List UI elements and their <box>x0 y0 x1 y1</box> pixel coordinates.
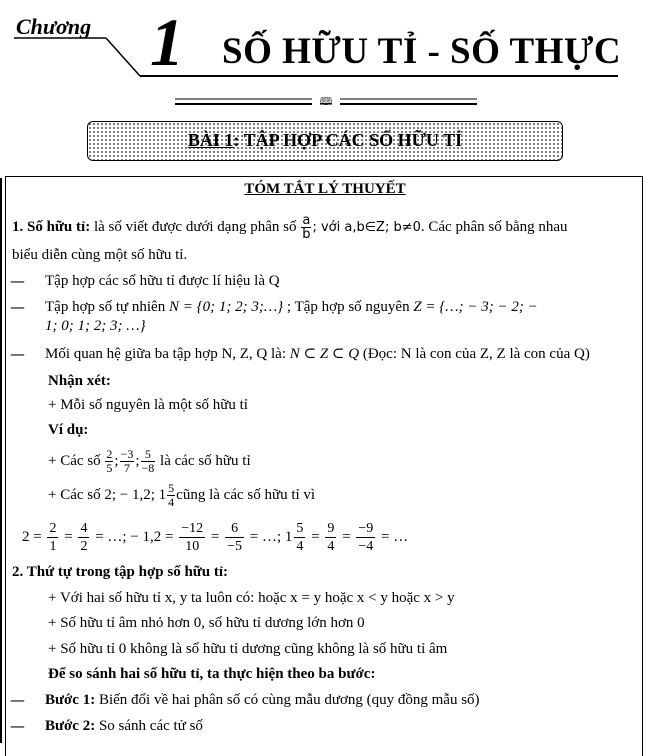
bullet-dash: — <box>10 345 25 363</box>
eq-sign: = <box>64 528 73 545</box>
bullet-dash: — <box>10 272 25 290</box>
fraction-den: 5 <box>106 461 113 475</box>
fraction <box>105 448 113 475</box>
step1-label: Bước 1: <box>45 692 96 708</box>
fraction <box>294 520 305 555</box>
set-z: Z = {…; − 3; − 2; − <box>413 299 538 315</box>
chapter-number: 1 <box>150 4 184 80</box>
eq-end: = … <box>381 528 409 545</box>
fraction-a-b <box>301 214 311 241</box>
section1-line2: biểu diễn cùng một số hữu tỉ. <box>12 247 188 263</box>
fraction-den: 7 <box>123 461 130 475</box>
fraction-num: −9 <box>358 521 374 536</box>
eq-sign: = <box>342 528 351 545</box>
example-line2 <box>48 482 315 509</box>
fraction-den: 2 <box>80 539 88 554</box>
fraction <box>179 520 205 555</box>
section2-line2: + Số hữu tỉ âm nhỏ hơn 0, số hữu tỉ dương lớn hơn 0 <box>48 615 365 631</box>
fraction-den: 4 <box>296 539 304 554</box>
bullet-dash: — <box>10 691 25 709</box>
fraction-num: 9 <box>327 521 335 536</box>
fraction-num: −12 <box>181 521 204 536</box>
fraction-num: 5 <box>168 481 175 495</box>
section2-line3: + Số hữu tỉ 0 không là số hữu tỉ dương cũng không là số hữu tỉ âm <box>48 641 448 657</box>
bullet-sets-text-c: ; Tập hợp số nguyên <box>283 299 414 315</box>
compare-heading: Để so sánh hai số hữu tỉ, ta thực hiện theo ba bước: <box>48 666 376 682</box>
ex1-suffix: là các số hữu tỉ <box>156 452 251 469</box>
fraction-num: 2 <box>49 521 57 536</box>
section2-line1: + Với hai số hữu tỉ x, y ta luôn có: hoặc x = y hoặc x < y hoặc x > y <box>48 590 455 606</box>
ex2-prefix: + Các số 2; − 1,2; 1 <box>48 486 167 503</box>
fraction-den: 4 <box>327 539 335 554</box>
eq-two: 2 = <box>22 528 42 545</box>
fraction <box>47 520 58 555</box>
lesson-title-text: : TẬP HỢP CÁC SỐ HỮU TỈ <box>233 130 463 150</box>
chapter-title: SỐ HỮU TỈ - SỐ THỰC <box>222 31 622 72</box>
bullet-sets <box>45 298 538 316</box>
fraction-den: 1 <box>49 539 57 554</box>
step2-label: Bước 2: <box>45 718 96 734</box>
book-icon: 🕮 <box>319 95 333 108</box>
section1-text-c: . Các phân số bằng nhau <box>420 218 568 235</box>
fraction-den: −4 <box>358 539 374 554</box>
equality-line <box>22 520 408 555</box>
section2-label: 2. Thứ tự trong tập hợp số hữu tỉ: <box>12 564 229 580</box>
fraction <box>141 448 156 475</box>
fraction <box>356 520 375 555</box>
fraction <box>167 482 175 509</box>
eq-sign: = <box>210 528 220 545</box>
fraction-den: b <box>302 227 311 242</box>
ex2-suffix: cũng là các số hữu tỉ vì <box>176 486 316 503</box>
remark-label: Nhận xét: <box>48 373 111 389</box>
fraction <box>225 520 244 555</box>
fraction-num: 4 <box>80 521 88 536</box>
ex1-prefix: + Các số <box>48 452 105 469</box>
relation-text: Mối quan hệ giữa ba tập hợp N, Z, Q là: <box>45 346 290 362</box>
fraction <box>120 448 135 475</box>
fraction-den: 4 <box>168 495 175 509</box>
fraction <box>325 520 336 555</box>
step2-text: So sánh các tử số <box>95 718 203 734</box>
fraction-den: −8 <box>141 461 155 475</box>
chapter-slant <box>106 38 140 76</box>
step1-text: Biến đổi về hai phân số có cùng mẫu dương (quy đồng mẫu số) <box>95 692 480 708</box>
fraction-num: −3 <box>120 447 134 461</box>
page-left-border <box>0 178 2 743</box>
lesson-code: BÀI 1 <box>187 130 234 150</box>
fraction-den: 10 <box>185 539 200 554</box>
summary-heading: TÓM TẮT LÝ THUYẾT <box>244 181 406 197</box>
relation-formula: N ⊂ Z ⊂ Q <box>289 346 360 362</box>
fraction-num: 2 <box>106 447 113 461</box>
eq-mid2: = …; 1 <box>249 528 293 545</box>
lesson-title <box>87 130 563 151</box>
eq-sign: = <box>311 528 320 545</box>
chapter-word: Chương <box>16 14 92 39</box>
set-n: N = {0; 1; 2; 3;…} <box>168 299 284 315</box>
fraction-num: 5 <box>141 448 156 462</box>
fraction <box>78 520 89 555</box>
set-z-cont: 1; 0; 1; 2; 3; …} <box>45 318 146 334</box>
relation-read: (Đọc: N là con của Z, Z là con của Q) <box>359 346 590 362</box>
remark-text: + Mỗi số nguyên là một số hữu tỉ <box>48 397 248 413</box>
fraction-num: 5 <box>296 521 304 536</box>
fraction-num: a <box>302 213 311 228</box>
eq-mid1: = …; − 1,2 = <box>95 528 174 545</box>
bullet-relation <box>45 345 590 363</box>
example-line1: + Các số $\frac{2}{5}$ ; $\frac{-3}{7}$ ; $\frac{5}{-8}$ là các số hữu tỉ <box>48 447 251 475</box>
step2 <box>45 717 203 735</box>
section1-condition: ; với a,b∈Z; b≠0 <box>312 219 421 235</box>
section1-text-a: là số viết được dưới dạng phân số <box>90 218 301 235</box>
step1 <box>45 691 480 709</box>
fraction-num: 6 <box>225 520 244 538</box>
bullet-q-notation: Tập hợp các số hữu tỉ được lí hiệu là Q <box>45 273 280 289</box>
fraction-den: −5 <box>227 539 243 554</box>
section1-label: 1. Số hữu tỉ: <box>12 218 91 235</box>
section1-line1 <box>12 214 568 241</box>
bullet-dash: — <box>10 717 25 735</box>
bullet-dash: — <box>10 298 25 316</box>
example-label: Ví dụ: <box>48 422 89 438</box>
bullet-sets-text-a: Tập hợp số tự nhiên <box>45 299 169 315</box>
